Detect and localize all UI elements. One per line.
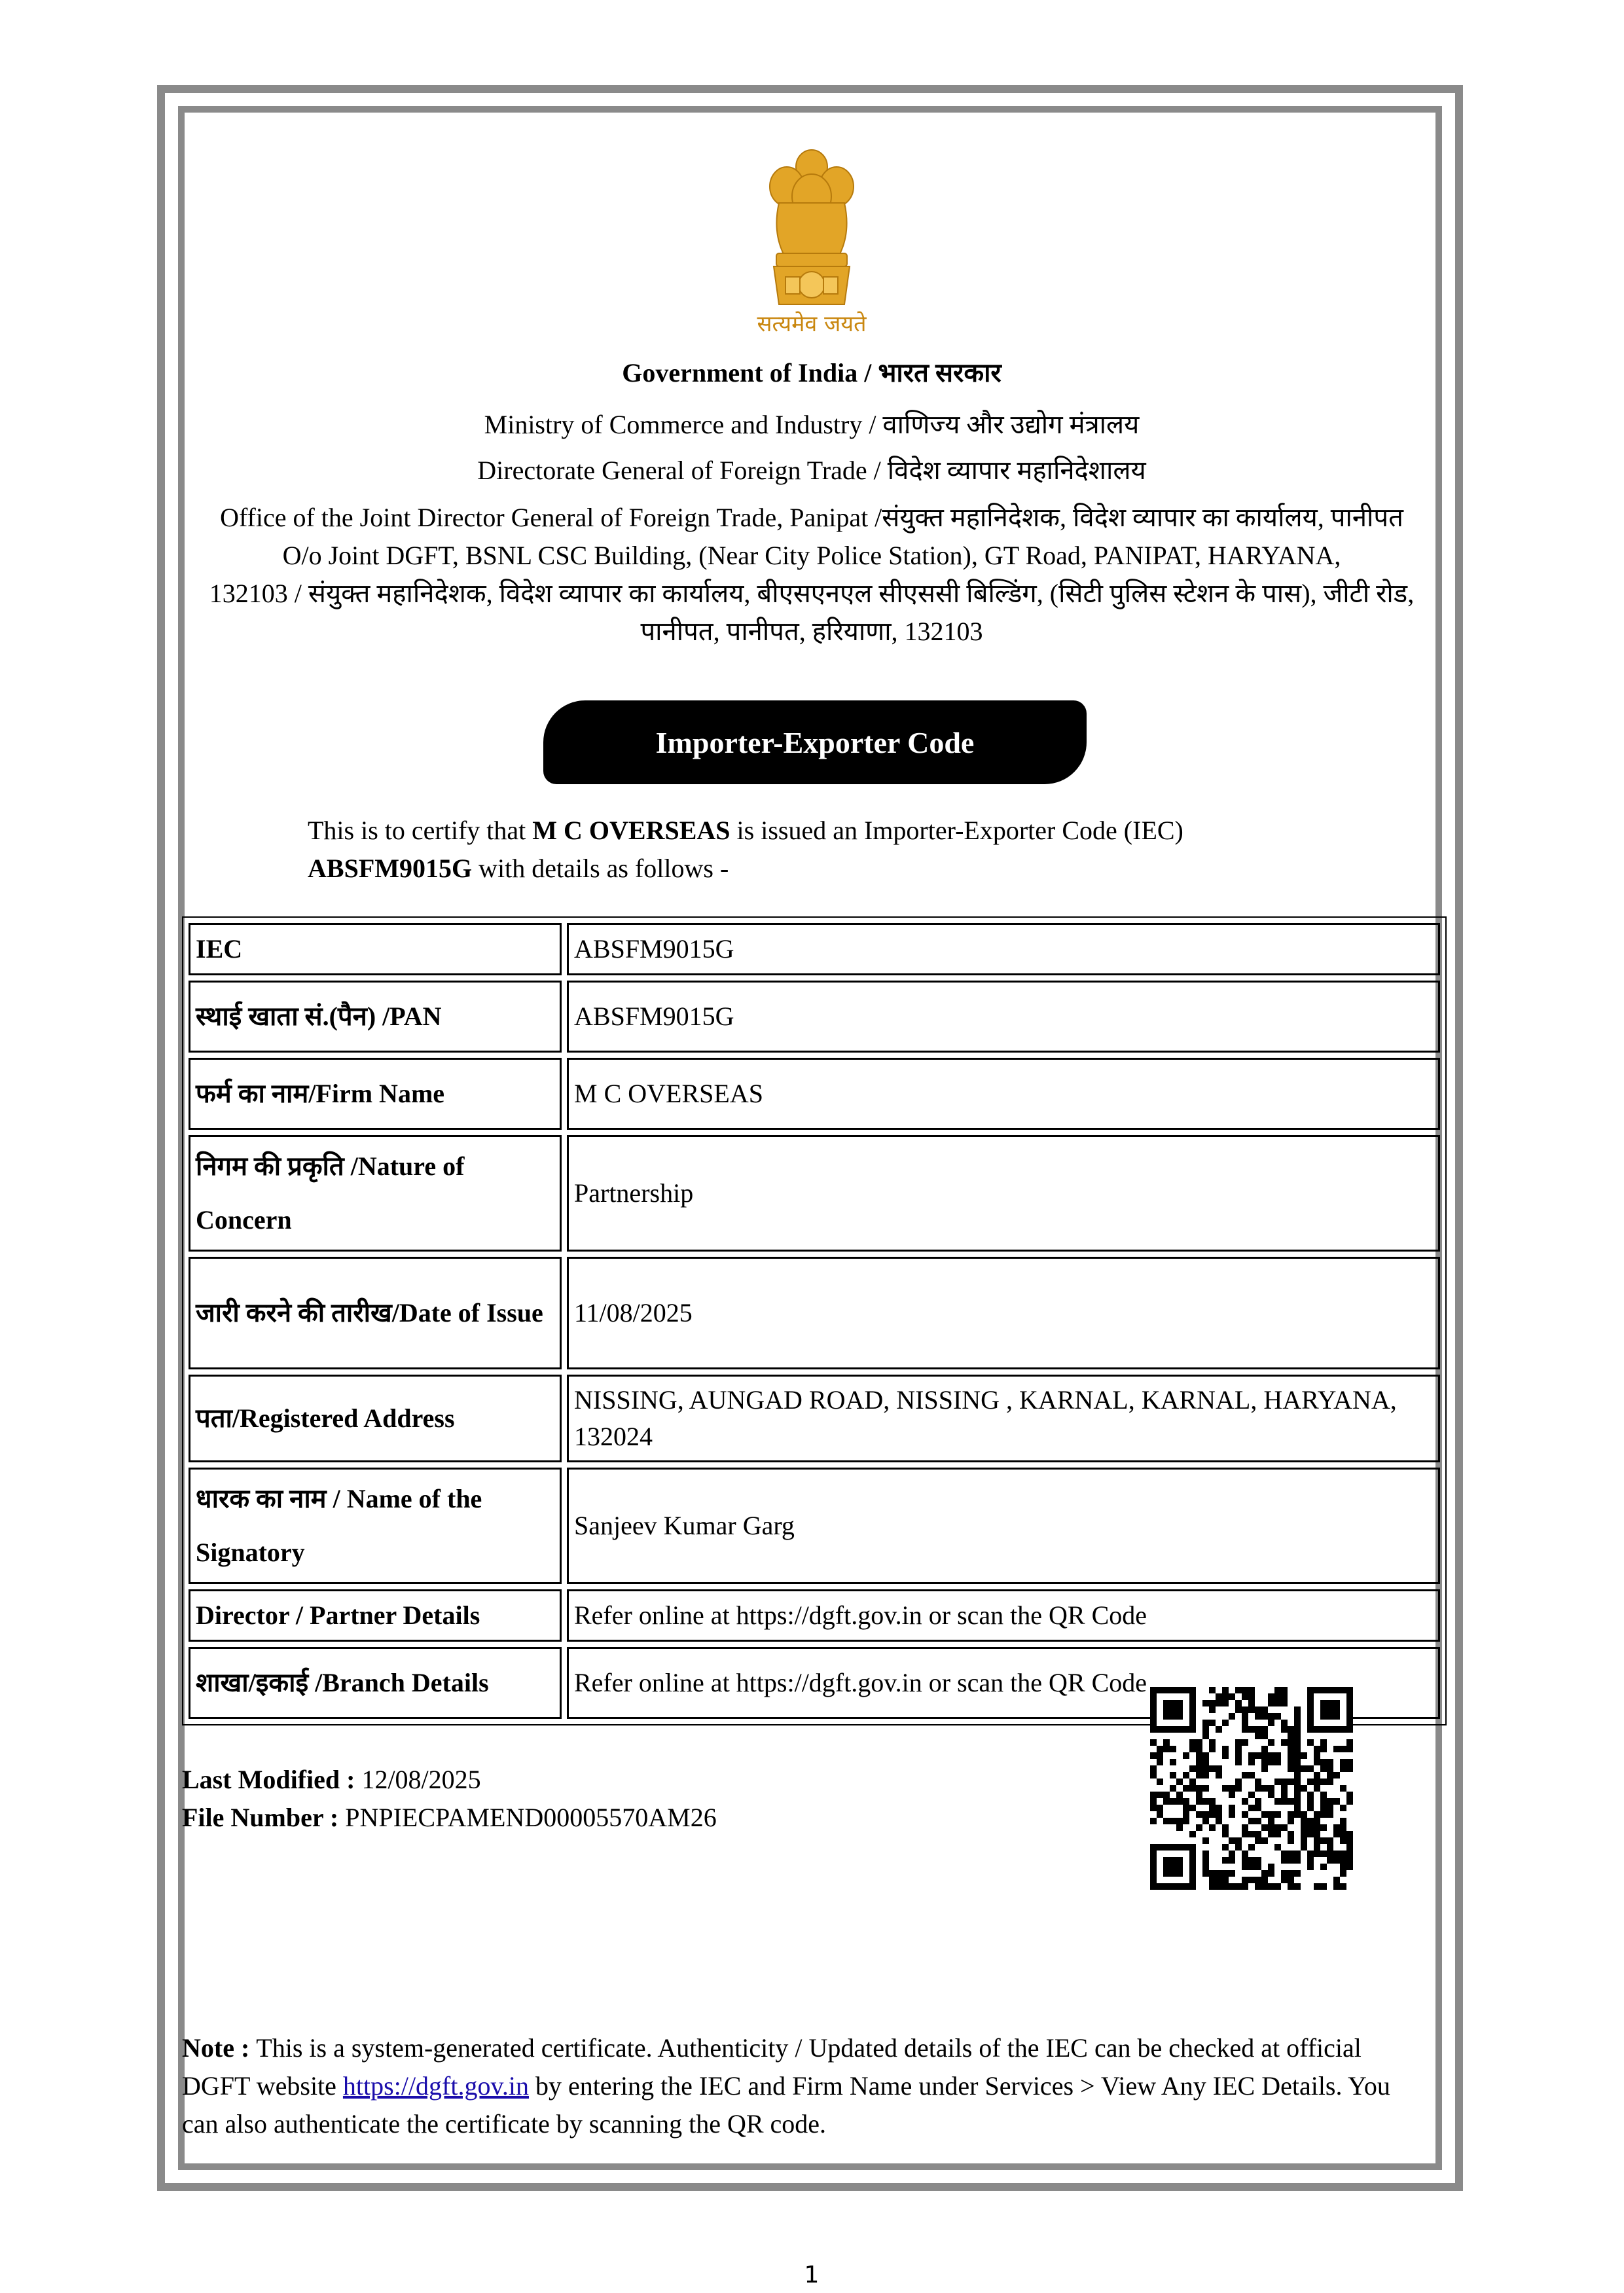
government-heading: Government of India / भारत सरकार — [622, 358, 1001, 388]
certificate-meta — [182, 1761, 717, 1837]
table-row — [189, 981, 1440, 1053]
row-label: Director / Partner Details — [189, 1589, 562, 1642]
dgft-website-link[interactable]: https://dgft.gov.in — [342, 2071, 530, 2101]
emblem-motto: सत्यमेव जयते — [757, 311, 867, 337]
row-value: Refer online at https://dgft.gov.in or scan the QR Code — [567, 1589, 1440, 1642]
row-value: Sanjeev Kumar Garg — [567, 1468, 1440, 1584]
row-value: ABSFM9015G — [567, 981, 1440, 1053]
table-row — [189, 923, 1440, 975]
note-text-2: by entering the IEC and Firm Name under Services > View Any IEC Details. You can also authenticate the certificate by scanning the QR code. — [182, 2071, 1390, 2139]
row-value: NISSING, AUNGAD ROAD, NISSING , KARNAL, KARNAL, HARYANA, 132024 — [567, 1375, 1440, 1462]
page-number: 1 — [804, 2262, 820, 2288]
iec-details-table — [182, 916, 1447, 1725]
note-text-1: This is a system-generated certificate. Authenticity / Updated details of the IEC can be checked at official DGFT website — [182, 2033, 1362, 2101]
row-label: IEC — [189, 923, 562, 975]
certify-text-3: with details as follows - — [472, 854, 729, 883]
office-line-3: 132103 / संयुक्त महानिदेशक, विदेश व्यापार का कार्यालय, बीएसएनएल सीएससी बिल्डिंग, (सिटी पुलिस स्टेशन के पास), जीटी रोड, — [209, 579, 1415, 608]
row-value: 11/08/2025 — [567, 1257, 1440, 1369]
certify-firm-name: M C OVERSEAS — [532, 816, 731, 845]
directorate-heading: Directorate General of Foreign Trade / विदेश व्यापार महानिदेशालय — [477, 456, 1146, 485]
certificate-note — [182, 2029, 1426, 2143]
certify-statement — [308, 812, 1355, 888]
row-label: शाखा/इकाई /Branch Details — [189, 1647, 562, 1719]
note-label: Note : — [182, 2033, 257, 2063]
row-value: ABSFM9015G — [567, 923, 1440, 975]
row-label: फर्म का नाम/Firm Name — [189, 1058, 562, 1130]
table-row — [189, 1589, 1440, 1642]
file-number-value: PNPIECPAMEND00005570AM26 — [345, 1803, 717, 1832]
office-line-1: Office of the Joint Director General of Foreign Trade, Panipat /संयुक्त महानिदेशक, विदेश व्यापार का कार्यालय, पानीपत — [220, 503, 1403, 532]
row-value: M C OVERSEAS — [567, 1058, 1440, 1130]
table-row — [189, 1375, 1440, 1462]
row-label: पता/Registered Address — [189, 1375, 562, 1462]
table-row — [189, 1058, 1440, 1130]
last-modified-label: Last Modified : — [182, 1765, 362, 1794]
row-label: स्थाई खाता सं.(पैन) /PAN — [189, 981, 562, 1053]
row-label: निगम की प्रकृति /Nature of Concern — [189, 1135, 562, 1252]
last-modified-line — [182, 1761, 717, 1799]
table-row — [189, 1257, 1440, 1369]
last-modified-value: 12/08/2025 — [361, 1765, 481, 1794]
row-label: जारी करने की तारीख/Date of Issue — [189, 1257, 562, 1369]
qr-code-icon[interactable] — [1150, 1687, 1353, 1890]
ministry-heading: Ministry of Commerce and Industry / वाणिज्य और उद्योग मंत्रालय — [484, 410, 1140, 439]
row-value: Partnership — [567, 1135, 1440, 1252]
certify-iec: ABSFM9015G — [308, 854, 473, 883]
office-line-2: O/o Joint DGFT, BSNL CSC Building, (Near City Police Station), GT Road, PANIPAT, HARYANA, — [282, 541, 1341, 570]
file-number-label: File Number : — [182, 1803, 346, 1832]
row-value: Refer online at https://dgft.gov.in or scan the QR Code — [567, 1647, 1440, 1719]
row-label: धारक का नाम / Name of the Signatory — [189, 1468, 562, 1584]
office-address-block — [183, 499, 1440, 651]
certify-text-1: This is to certify that — [308, 816, 533, 845]
table-row — [189, 1135, 1440, 1252]
certify-text-2: is issued an Importer-Exporter Code (IEC) — [730, 816, 1183, 845]
file-number-line — [182, 1799, 717, 1837]
office-line-4: पानीपत, पानीपत, हरियाणा, 132103 — [640, 617, 983, 646]
table-row — [189, 1468, 1440, 1584]
certificate-title: Importer-Exporter Code — [543, 700, 1087, 784]
